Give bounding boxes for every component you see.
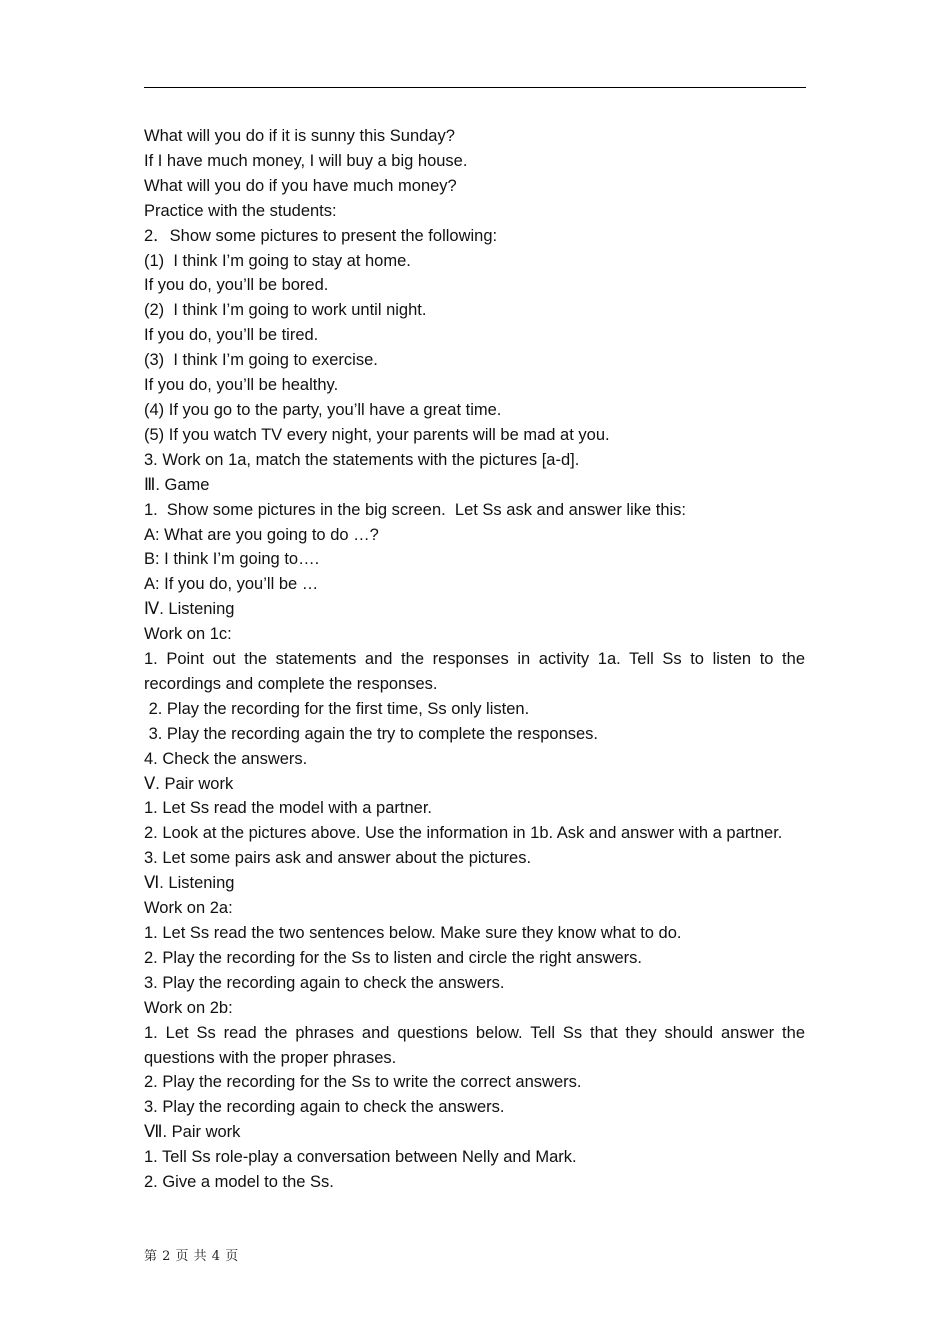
document-line: Ⅲ. Game <box>144 475 210 494</box>
document-line: (5) If you watch TV every night, your parents will be mad at you. <box>144 425 610 444</box>
document-line: (3) I think I’m going to exercise. <box>144 351 378 370</box>
document-line: Ⅶ. Pair work <box>144 1123 241 1142</box>
document-line: 1. Let Ss read the phrases and questions below. Tell Ss that they should answer the questions with the proper phrases. <box>144 1023 805 1067</box>
document-line: Practice with the students: <box>144 201 337 220</box>
document-line: If you do, you’ll be bored. <box>144 276 329 295</box>
document-line: Work on 2a: <box>144 899 233 918</box>
document-line: 2. Play the recording for the Ss to listen and circle the right answers. <box>144 948 642 967</box>
document-line: 1. Let Ss read the model with a partner. <box>144 799 433 818</box>
document-line: 1. Show some pictures in the big screen. Let Ss ask and answer like this: <box>144 500 687 519</box>
document-line: 3. Let some pairs ask and answer about the pictures. <box>144 849 532 868</box>
document-line: 4. Check the answers. <box>144 749 308 768</box>
page-footer: 第 2 页 共 4 页 <box>144 1249 239 1264</box>
document-line: 1. Let Ss read the two sentences below. Make sure they know what to do. <box>144 924 682 942</box>
document-line: Work on 2b: <box>144 998 233 1017</box>
document-line: Ⅵ. Listening <box>144 874 235 893</box>
document-line: 2．Show some pictures to present the following: <box>144 226 498 245</box>
document-line: 2. Look at the pictures above. Use the information in 1b. Ask and answer with a partner. <box>144 824 783 843</box>
document-line: If you do, you’ll be tired. <box>144 326 319 345</box>
document-line: 3. Play the recording again to check the answers. <box>144 1098 505 1117</box>
document-line: 3. Work on 1a, match the statements with the pictures [a-d]. <box>144 450 580 469</box>
document-line: 3. Play the recording again to check the answers. <box>144 973 505 992</box>
document-line: 1. Point out the statements and the responses in activity 1a. Tell Ss to listen to the recordings and complete the responses. <box>144 650 805 693</box>
header-rule <box>144 87 806 88</box>
document-line: 3. Play the recording again the try to complete the responses. <box>144 724 599 743</box>
document-line: 2. Play the recording for the first time, Ss only listen. <box>144 699 530 718</box>
document-line: (1) I think I’m going to stay at home. <box>144 251 411 270</box>
document-line: What will you do if it is sunny this Sunday? <box>144 127 455 145</box>
document-line: (2) I think I’m going to work until night. <box>144 301 427 320</box>
document-line: (4) If you go to the party, you’ll have a great time. <box>144 400 502 419</box>
document-line: Work on 1c: <box>144 625 232 644</box>
document-line: A: If you do, you’ll be … <box>144 575 319 594</box>
document-line: 2. Play the recording for the Ss to write the correct answers. <box>144 1073 582 1092</box>
document-line: 2. Give a model to the Ss. <box>144 1173 334 1192</box>
document-line: A: What are you going to do …? <box>144 525 379 544</box>
document-line: 1. Tell Ss role-play a conversation between Nelly and Mark. <box>144 1148 577 1167</box>
document-line: Ⅳ. Listening <box>144 600 235 619</box>
document-line: If I have much money, I will buy a big house. <box>144 151 468 170</box>
document-body <box>144 124 805 1195</box>
document-line: What will you do if you have much money? <box>144 176 457 195</box>
document-line: B: I think I’m going to…. <box>144 550 320 569</box>
document-line: If you do, you’ll be healthy. <box>144 376 339 395</box>
document-line: Ⅴ. Pair work <box>144 774 234 793</box>
